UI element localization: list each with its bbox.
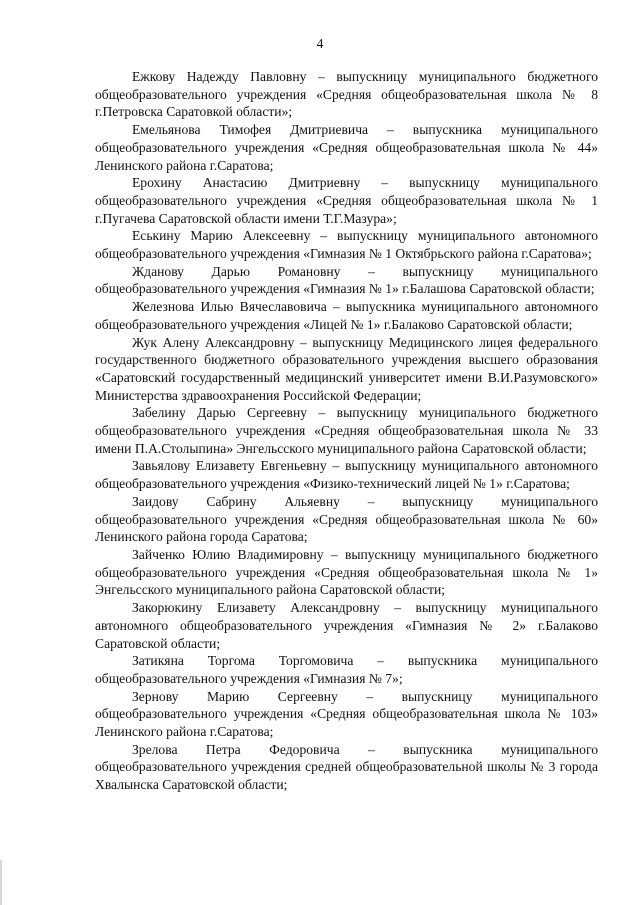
list-entry: Зернову Марию Сергеевну – выпускницу муниципального общеобразовательного учреждения «Средняя общеобразовательная школа № 103» Ленинского района г.Саратова; <box>95 688 598 740</box>
scan-edge-shadow <box>0 860 2 905</box>
list-entry: Заидову Сабрину Альяевну – выпускницу муниципального общеобразовательного учреждения «Средняя общеобразовательная школа № 60» Ленинского района города Саратова; <box>95 493 598 545</box>
list-entry: Закорюкину Елизавету Александровну – выпускницу муниципального автономного общеобразовательного учреждения «Гимназия № 2» г.Балаково Саратовской области; <box>95 600 598 651</box>
list-entry: Ерохину Анастасию Дмитриевну – выпускницу муниципального общеобразовательного учреждения «Средняя общеобразовательная школа № 1 г.Пугачева Саратовской области имени Т.Г.Мазура»; <box>95 175 598 226</box>
list-entry: Зайченко Юлию Владимировну – выпускницу муниципального бюджетного общеобразовательного учреждения «Средняя общеобразовательная школа № 1» Энгельсского муниципального района Саратовской области; <box>95 546 598 598</box>
list-entry: Жданову Дарью Романовну – выпускницу муниципального общеобразовательного учреждения «Гимназия № 1» г.Балашова Саратовской области; <box>95 263 598 297</box>
document-body <box>95 68 598 794</box>
list-entry: Жук Алену Александровну – выпускницу Медицинского лицея федерального государственного бюджетного образовательного учреждения высшего образования «Саратовский государственный медицинский университет имени В.И.Разумовского» Министерства здравоохранения Российской Федерации; <box>95 334 598 403</box>
page-number: 4 <box>316 36 324 51</box>
list-entry: Забелину Дарью Сергеевну – выпускницу муниципального бюджетного общеобразовательного учреждения «Средняя общеобразовательная школа № 33 имени П.А.Столыпина» Энгельсского муниципального района Саратовской области; <box>95 405 598 456</box>
list-entry: Ежкову Надежду Павловну – выпускницу муниципального бюджетного общеобразовательного учреждения «Средняя общеобразовательная школа № 8 г.Петровска Саратовкой области»; <box>95 69 598 120</box>
list-entry: Железнова Илью Вячеславовича – выпускника муниципального автономного общеобразовательного учреждения «Лицей № 1» г.Балаково Саратовской области; <box>95 299 598 332</box>
list-entry: Затикяна Торгома Торгомовича – выпускника муниципального общеобразовательного учреждения «Гимназия № 7»; <box>95 653 598 686</box>
list-entry: Зрелова Петра Федоровича – выпускника муниципального общеобразовательного учреждения средней общеобразовательной школы № 3 города Хвалынска Саратовской области; <box>95 741 598 793</box>
list-entry: Завьялову Елизавету Евгеньевну – выпускницу муниципального автономного общеобразовательного учреждения «Физико-технический лицей № 1» г.Саратова; <box>95 458 598 492</box>
list-entry: Еськину Марию Алексеевну – выпускницу муниципального автономного общеобразовательного учреждения «Гимназия № 1 Октябрьского района г.Саратова»; <box>95 228 598 262</box>
list-entry: Емельянова Тимофея Дмитриевича – выпускника муниципального общеобразовательного учреждения «Средняя общеобразовательная школа № 44» Ленинского района г.Саратова; <box>95 122 598 173</box>
